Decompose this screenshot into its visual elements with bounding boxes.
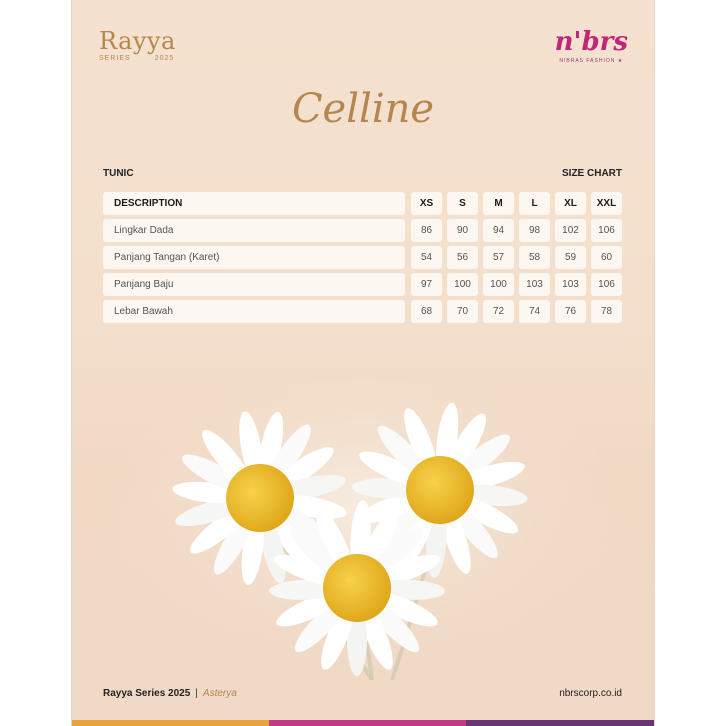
table-cell: Lebar Bawah	[103, 300, 405, 323]
table-cell: Lingkar Dada	[103, 219, 405, 242]
table-cell: 57	[483, 246, 514, 269]
footer-series-name: Rayya Series 2025	[103, 688, 191, 699]
table-cell: 102	[555, 219, 586, 242]
header-cell: XS	[411, 192, 442, 215]
table-cell: 90	[447, 219, 478, 242]
page-edge-right	[654, 0, 655, 726]
footer-series	[103, 688, 237, 699]
footer-separator: |	[195, 688, 198, 699]
table-cell: 106	[591, 219, 622, 242]
size-chart-page	[72, 0, 654, 726]
table-cell: 103	[519, 273, 550, 296]
nbrs-logo-mark: n'brs	[554, 27, 628, 57]
table-cell: 100	[447, 273, 478, 296]
nbrs-logo-tagline: NIBRAS FASHION ★	[559, 58, 624, 64]
color-bar-purple	[466, 720, 654, 726]
table-cell: Panjang Baju	[103, 273, 405, 296]
rayya-logo-sub	[99, 55, 176, 62]
table-cell: 86	[411, 219, 442, 242]
table-cell: 78	[591, 300, 622, 323]
color-bar-pink	[269, 720, 466, 726]
rayya-logo-series: SERIES	[99, 55, 131, 62]
size-chart-table	[103, 192, 622, 327]
table-header-row	[103, 192, 622, 215]
table-cell: 100	[483, 273, 514, 296]
table-cell: 54	[411, 246, 442, 269]
table-cell: 103	[555, 273, 586, 296]
daisy-flower-illustration	[72, 380, 654, 680]
table-cell: 76	[555, 300, 586, 323]
rayya-logo-name: Rayya	[99, 27, 176, 55]
table-cell: 97	[411, 273, 442, 296]
table-cell: 94	[483, 219, 514, 242]
table-cell: 58	[519, 246, 550, 269]
footer-color-bars	[72, 720, 654, 726]
table-row	[103, 300, 622, 323]
table-row	[103, 219, 622, 242]
header-cell: DESCRIPTION	[103, 192, 405, 215]
table-cell: 106	[591, 273, 622, 296]
rayya-logo-year: 2025	[154, 55, 175, 62]
nbrs-logo	[555, 28, 628, 64]
table-cell: 74	[519, 300, 550, 323]
rayya-logo	[99, 28, 176, 62]
table-cell: 98	[519, 219, 550, 242]
table-cell: 59	[555, 246, 586, 269]
product-title: Celline	[291, 86, 435, 132]
header-cell: XL	[555, 192, 586, 215]
table-cell: 72	[483, 300, 514, 323]
table-cell: 70	[447, 300, 478, 323]
table-row	[103, 273, 622, 296]
footer-website: nbrscorp.co.id	[559, 688, 622, 699]
header-cell: L	[519, 192, 550, 215]
table-cell: 60	[591, 246, 622, 269]
category-label: TUNIC	[103, 168, 134, 179]
table-cell: Panjang Tangan (Karet)	[103, 246, 405, 269]
header-cell: S	[447, 192, 478, 215]
size-chart-label: SIZE CHART	[562, 168, 622, 179]
header-cell: XXL	[591, 192, 622, 215]
table-cell: 68	[411, 300, 442, 323]
table-row	[103, 246, 622, 269]
color-bar-orange	[72, 720, 269, 726]
table-cell: 56	[447, 246, 478, 269]
header-cell: M	[483, 192, 514, 215]
footer-collection: Asterya	[202, 688, 237, 699]
